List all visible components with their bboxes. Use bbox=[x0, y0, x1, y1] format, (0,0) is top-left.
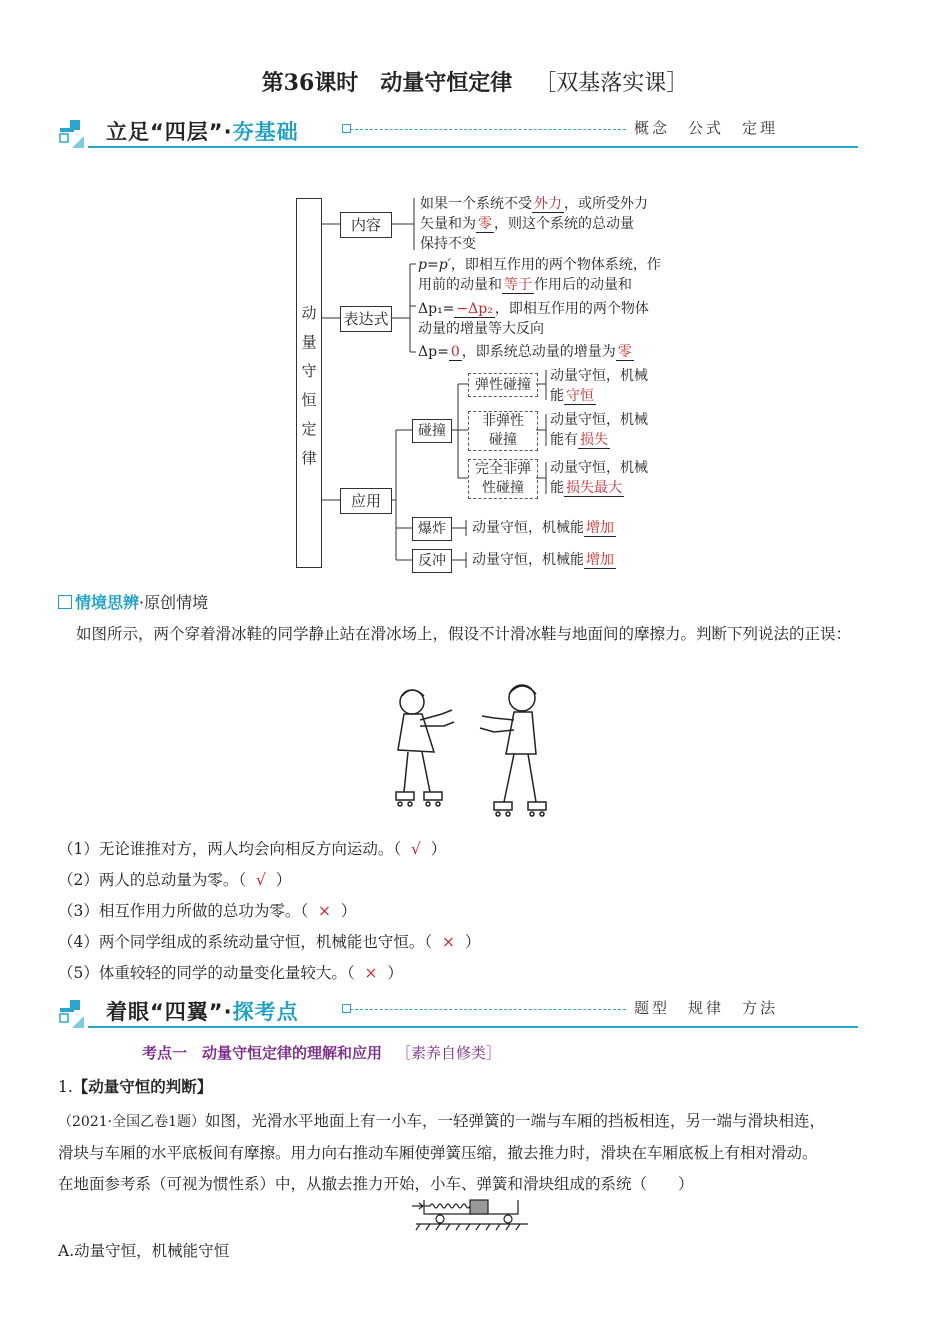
mindmap bbox=[0, 0, 950, 600]
list-item: （3）相互作用力所做的总功为零。（ × ） bbox=[58, 902, 357, 920]
elastic-text: 动量守恒，机械 能 守恒 bbox=[550, 368, 648, 404]
answer-mark: × bbox=[317, 902, 331, 920]
explosion-text: 动量守恒，机械能 增加 bbox=[472, 520, 614, 536]
content-text: 如果一个系统不受 外力 ，或所受外力 矢量和为 零 ，则这个系统的总动量 保持不变 bbox=[420, 196, 648, 252]
mindmap-root: 动 量 守 恒 定 律 bbox=[296, 198, 322, 568]
answer-mark: √ bbox=[410, 840, 421, 858]
judgement-list bbox=[58, 834, 480, 989]
title-bracket: ［双基落实课］ bbox=[534, 71, 689, 96]
question-heading: 1.【动量守恒的判断】 bbox=[58, 1078, 213, 1096]
node-perfectly-inelastic: 完全非弹 性碰撞 bbox=[468, 459, 538, 499]
recoil-text: 动量守恒，机械能 增加 bbox=[472, 552, 614, 568]
expr-1: p=p′，即相互作用的两个物体系统，作 用前的动量和 等于 作用后的动量和 bbox=[418, 257, 661, 293]
checkbox-square-icon bbox=[58, 595, 72, 609]
skaters-illustration bbox=[390, 680, 560, 825]
answer-mark: × bbox=[441, 933, 455, 951]
answer-mark: √ bbox=[255, 871, 266, 889]
expr-2: Δp₁= −Δp₂ ，即相互作用的两个物体 动量的增量等大反向 bbox=[418, 301, 649, 337]
answer-mark: × bbox=[364, 964, 378, 982]
banner-keywords: 概念 公式 定理 bbox=[633, 119, 778, 137]
option-a[interactable]: A.动量守恒，机械能守恒 bbox=[58, 1242, 230, 1260]
perfectly-inelastic-text: 动量守恒，机械 能 损失最大 bbox=[550, 460, 648, 496]
question-stem: （2021·全国乙卷1题）如图，光滑水平地面上有一小车，一轻弹簧的一端与车厢的挡板相连，另一端与滑块相连， 滑块与车厢的水平底板间有摩擦。用力向右推动车厢使弹簧压缩，撤去推力时，滑块在车厢底板上有相对滑动。 在地面参考系（可视为惯性系）中，从撤去推力开始，小车、弹簧和滑块组成的系统（ ） bbox=[58, 1112, 826, 1193]
list-item: （1）无论谁推对方，两人均会向相反方向运动。（ √ ） bbox=[58, 840, 447, 858]
banner-title: 着眼“四翼”·探考点 bbox=[106, 1000, 299, 1024]
expr-3: Δp= 0 ，即系统总动量的增量为 零 bbox=[418, 344, 632, 360]
situation-heading: 情境思辨·原创情境 bbox=[58, 590, 208, 613]
situation-paragraph: 如图所示，两个穿着滑冰鞋的同学静止站在滑冰场上，假设不计滑冰鞋与地面间的摩擦力。判断下列说法的正误： bbox=[76, 625, 852, 643]
node-explosion: 爆炸 bbox=[412, 517, 452, 541]
node-recoil: 反冲 bbox=[412, 549, 452, 573]
list-item: （4）两个同学组成的系统动量守恒，机械能也守恒。（ × ） bbox=[58, 933, 481, 951]
kaodian-heading: 考点一 动量守恒定律的理解和应用 ［素养自修类］ bbox=[142, 1044, 502, 1062]
node-collision: 碰撞 bbox=[412, 419, 452, 443]
inelastic-text: 动量守恒，机械 能有 损失 bbox=[550, 412, 648, 448]
node-content: 内容 bbox=[340, 212, 392, 238]
banner-keywords: 题型 规律 方法 bbox=[633, 999, 778, 1017]
node-application: 应用 bbox=[340, 488, 392, 514]
node-inelastic: 非弹性 碰撞 bbox=[468, 411, 538, 451]
banner-title: 立足“四层”·夯基础 bbox=[106, 120, 299, 144]
list-item: （2）两人的总动量为零。（ √ ） bbox=[58, 871, 292, 889]
node-expression: 表达式 bbox=[340, 306, 392, 332]
node-elastic: 弹性碰撞 bbox=[468, 373, 538, 397]
list-item: （5）体重较轻的同学的动量变化量较大。（ × ） bbox=[58, 964, 403, 982]
page-title: 第36课时 动量守恒定律 ［双基落实课］ bbox=[261, 70, 689, 96]
section-banner-exam-points bbox=[58, 992, 858, 1030]
cart-spring-diagram bbox=[412, 1196, 532, 1232]
